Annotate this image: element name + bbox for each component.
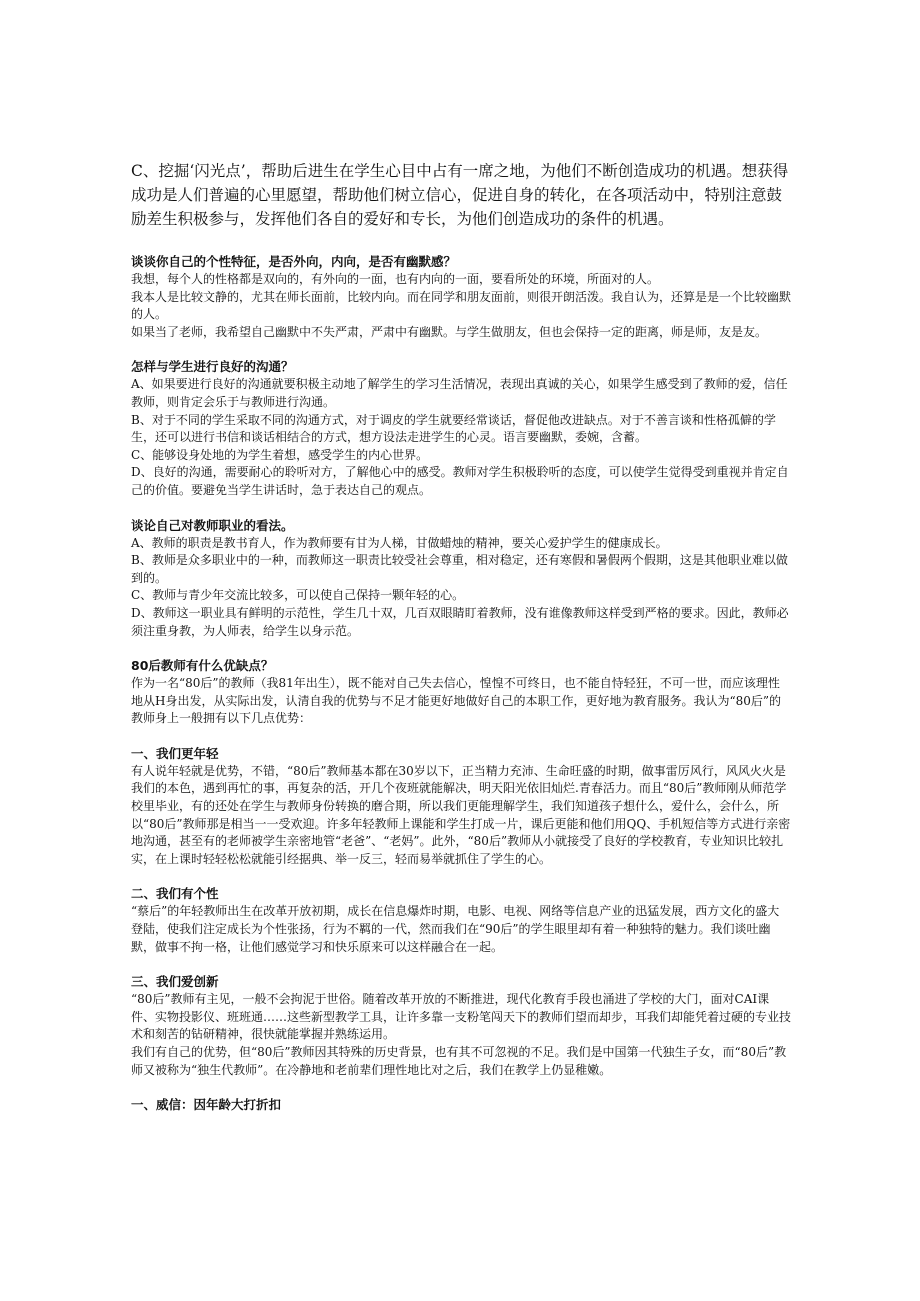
section-paragraph: A、如果要进行良好的沟通就要积极主动地了解学生的学习生活情况，表现出真诚的关心，如果学生感受到了教师的爱，信任教师，则肯定会乐于与教师进行沟通。 [131, 377, 788, 409]
qa-section [131, 517, 791, 641]
qa-section [131, 973, 791, 1079]
qa-section [131, 358, 791, 499]
qa-section [131, 885, 791, 956]
section-heading: 80后教师有什么优缺点？ [131, 658, 274, 674]
qa-section [131, 1096, 791, 1114]
section-heading: 一、我们更年轻 [131, 745, 219, 761]
section-heading: 一、威信：因年龄大打折扣 [131, 1097, 282, 1113]
section-heading: 三、我们爱创新 [131, 974, 219, 990]
intro-paragraph: C、挖掘‘闪光点’，帮助后进生在学生心目中占有一席之地，为他们不断创造成功的机遇。想获得成功是人们普遍的心里愿望，帮助他们树立信心，促进自身的转化，在各项活动中，特别注意鼓励差生积极参与，发挥他们各自的爱好和专长，为他们创造成功的条件的机遇。 [131, 162, 789, 228]
section-paragraph: 我们有自己的优势，但“80后”教师因其特殊的历史背景，也有其不可忽视的不足。我们是中国第一代独生子女，而“80后”教师又被称为“独生代教师”。在冷静地和老前辈们理性地比对之后，我们在教学上仍显稚嫩。 [131, 1045, 787, 1077]
section-heading: 怎样与学生进行良好的沟通？ [131, 359, 294, 375]
section-heading: 谈论自己对教师职业的看法。 [131, 517, 294, 533]
qa-section [131, 657, 791, 728]
qa-section [131, 253, 791, 341]
section-paragraph: 有人说年轻就是优势，不错，“80后”教师基本都在30岁以下，正当精力充沛、生命旺盛的时期，做事雷厉风行，风风火火是我们的本色，遇到再忙的事，再复杂的活，开几个夜班就能解决，明天阳光依旧灿烂.青春活力。而且“80后”教师刚从师范学校里毕业，有的还处在学生与教师身份转换的磨合期，所以我们更能理解学生，我们知道孩子想什么，爱什么，会什么，所以“80后”教师那是相当一一受欢迎。许多年轻教师上课能和学生打成一片，课后更能和他们用QQ、手机短信等方式进行亲密地沟通，甚至有的老师被学生亲密地管“老爸”、“老妈”。此外，“80后”教师从小就接受了良好的学校教育，专业知识比较扎实，在上课时轻轻松松就能引经据典、举一反三，轻而易举就抓住了学生的心。 [131, 763, 791, 866]
section-heading: 谈谈你自己的个性特征，是否外向，内向，是否有幽默感？ [131, 254, 457, 269]
section-paragraph: “80后”教师有主见，一般不会拘泥于世俗。随着改革开放的不断推进，现代化教育手段也涌进了学校的大门，面对CAI课件、实物投影仪、班班通……这些新型教学工具，让许多靠一支粉笔闯天下的教师们望而却步，耳我们却能凭着过硬的专业技术和刻苦的钻研精神，很快就能掌握并熟练运用。 [131, 992, 792, 1042]
section-paragraph: C、能够设身处地的为学生着想，感受学生的内心世界。 [131, 447, 429, 462]
section-paragraph: 我想，每个人的性格都是双向的，有外向的一面，也有内向的一面，要看所处的环境，所面对的人。 [131, 272, 660, 286]
section-paragraph: B、教师是众多职业中的一种，而教师这一职责比较受社会尊重，相对稳定，还有寒假和暑假两个假期，这是其他职业难以做到的。 [131, 553, 788, 585]
section-paragraph: A、教师的职责是教书育人，作为教师要有甘为人梯，甘做蜡烛的精神，要关心爱护学生的健康成长。 [131, 535, 668, 550]
section-paragraph: B、对于不同的学生采取不同的沟通方式，对于调皮的学生就要经常谈话，督促他改进缺点。对于不善言谈和性格孤僻的学生，还可以进行书信和谈话相结合的方式，想方设法走进学生的心灵。语言要幽默，委婉，含蓄。 [131, 412, 776, 445]
section-paragraph: “蔡后”的年轻教师出生在改革开放初期，成长在信息爆炸时期，电影、电视、网络等信息产业的迅猛发展，西方文化的盛大登陆，使我们注定成长为个性张扬，行为不羁的一代，然而我们在“90后”的学生眼里却有着一种独特的魅力。我们谈吐幽默，做事不拘一格，让他们感觉学习和快乐原来可以这样融合在一起。 [131, 904, 780, 954]
section-paragraph: 作为一名“80后”的教师（我81年出生），既不能对自己失去信心，惶惶不可终日，也不能自恃轻狂，不可一世，而应该理性地从H身出发，从实际出发，认清自我的优势与不足才能更好地做好自己的本职工作，更好地为教育服务。我认为“80后”的教师身上一般拥有以下几点优势： [131, 676, 782, 726]
sections-container [131, 253, 791, 1114]
section-paragraph: C、教师与青少年交流比较多，可以使自己保持一颗年轻的心。 [131, 588, 465, 603]
section-heading: 二、我们有个性 [131, 886, 219, 902]
section-paragraph: 我本人是比较文静的，尤其在师长面前，比较内向。而在同学和朋友面前，则很开朗活泼。我自认为，还算是是一个比较幽默的人。 [131, 289, 792, 322]
section-paragraph: D、良好的沟通，需要耐心的聆听对方，了解他心中的感受。教师对学生积极聆听的态度，可以使学生觉得受到重视并肯定自己的价值。要避免当学生讲话时，急于表达自己的观点。 [131, 465, 789, 497]
section-paragraph: 如果当了老师，我希望自己幽默中不失严肃，严肃中有幽默。与学生做朋友，但也会保持一定的距离，师是师，友是友。 [131, 324, 768, 339]
section-paragraph: D、教师这一职业具有鲜明的示范性，学生几十双，几百双眼睛盯着教师，没有谁像教师这样受到严格的要求。因此，教师必须注重身教，为人师表，给学生以身示范。 [131, 605, 789, 638]
qa-section [131, 745, 791, 869]
document-page [131, 159, 791, 1131]
